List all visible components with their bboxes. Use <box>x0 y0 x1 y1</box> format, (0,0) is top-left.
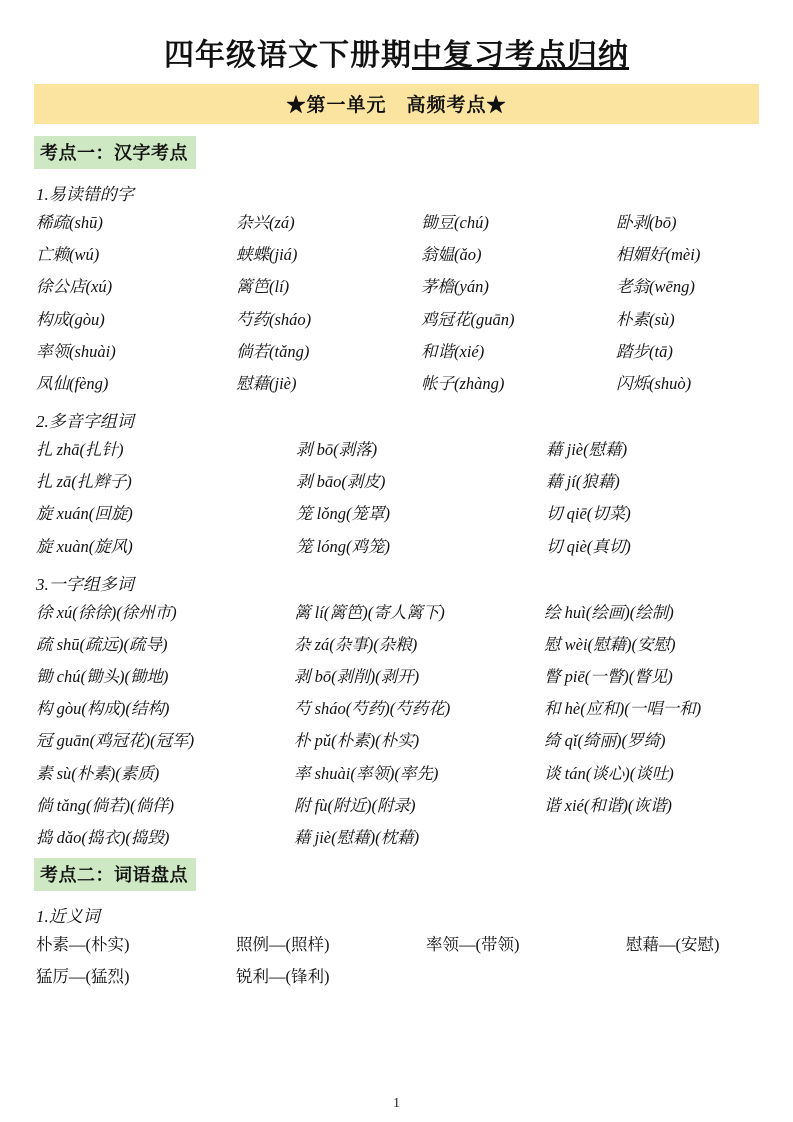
word-item: 剥 bāo(剥皮) <box>296 472 386 492</box>
word-item: 杂兴(zá) <box>236 213 295 232</box>
word-grid-polyphone <box>36 434 759 563</box>
word-grid-easy-misread <box>36 207 759 400</box>
word-item: 慰藉(jiè) <box>236 373 297 393</box>
word-item: 篱笆(lí) <box>236 277 290 297</box>
word-item: 冠 guān(鸡冠花)(冠军) <box>36 731 195 751</box>
section-heading: 考点一：汉字考点 <box>34 136 196 169</box>
word-item: 朴 pǔ(朴素)(朴实) <box>294 731 420 751</box>
word-item: 徐 xú(徐徐)(徐州市) <box>36 602 177 622</box>
word-item: 慰藉—(安慰) <box>626 935 720 955</box>
word-item: 藉 jí(狼藉) <box>546 472 620 492</box>
word-item: 构 gòu(构成)(结构) <box>36 699 170 719</box>
word-item: 谐 xié(和谐)(诙谐) <box>544 795 672 815</box>
word-item: 切 qiè(真切) <box>546 536 631 556</box>
page-number: 1 <box>393 1096 400 1111</box>
unit-banner: ★第一单元 高频考点★ <box>34 84 759 124</box>
word-item: 朴素(sù) <box>616 309 675 329</box>
word-item: 凤仙(fèng) <box>36 373 109 393</box>
word-item: 素 sù(朴素)(素质) <box>36 763 160 783</box>
word-grid-synonyms <box>36 929 759 993</box>
word-item: 蛱蝶(jiá) <box>236 245 298 265</box>
word-item: 藉 jiè(慰藉)(枕藉) <box>294 827 420 847</box>
word-item: 茅檐(yán) <box>421 277 489 297</box>
word-item: 捣 dǎo(捣衣)(捣毁) <box>36 827 170 847</box>
word-item: 芍药(sháo) <box>236 309 312 329</box>
word-item: 帐子(zhàng) <box>421 373 505 393</box>
word-item: 亡赖(wú) <box>36 245 100 265</box>
word-item: 率领(shuài) <box>36 341 116 361</box>
subsection-label: 1.近义词 <box>36 907 100 927</box>
word-item: 慰 wèi(慰藉)(安慰) <box>544 634 676 654</box>
word-item: 卧剥(bō) <box>616 213 677 232</box>
word-item: 剥 bō(剥削)(剥开) <box>294 667 420 687</box>
word-item: 和谐(xié) <box>421 341 485 361</box>
word-item <box>544 822 774 854</box>
word-item: 附 fù(附近)(附录) <box>294 795 416 815</box>
page-title <box>34 30 759 74</box>
word-item: 笼 lǒng(笼罩) <box>296 504 390 524</box>
word-item: 猛厉—(猛烈) <box>36 967 130 987</box>
word-item: 稀疏(shū) <box>36 213 103 232</box>
word-item: 锐利—(锋利) <box>236 967 330 987</box>
word-item: 照例—(照样) <box>236 935 330 955</box>
page-title-plain: 四年级语文下册期 <box>164 39 412 72</box>
subsection-label: 3.一字组多词 <box>36 574 134 594</box>
word-item: 旋 xuàn(旋风) <box>36 536 133 556</box>
word-item: 相媚好(mèi) <box>616 245 701 265</box>
word-item: 朴素—(朴实) <box>36 935 130 955</box>
word-item: 瞥 piē(一瞥)(瞥见) <box>544 667 673 687</box>
word-grid-multi-words <box>36 597 759 854</box>
word-item <box>626 961 793 993</box>
word-item: 剥 bō(剥落) <box>296 440 378 460</box>
section-kaodian-1 <box>34 132 759 854</box>
word-item: 和 hè(应和)(一唱一和) <box>544 699 702 719</box>
word-item: 藉 jiè(慰藉) <box>546 440 628 460</box>
page-title-underlined: 中复习考点归纳 <box>412 39 629 72</box>
section-kaodian-2 <box>34 854 759 993</box>
word-item: 谈 tán(谈心)(谈吐) <box>544 763 674 783</box>
subsection-label: 1.易读错的字 <box>36 185 134 204</box>
word-item: 杂 zá(杂事)(杂粮) <box>294 634 418 654</box>
word-item: 扎 zā(扎辫子) <box>36 472 132 492</box>
word-item: 倘 tǎng(倘若)(倘佯) <box>36 795 174 815</box>
word-item: 切 qiē(切菜) <box>546 504 631 524</box>
word-item: 扎 zhā(扎针) <box>36 440 124 460</box>
word-item: 踏步(tā) <box>616 341 673 361</box>
word-item: 闪烁(shuò) <box>616 373 692 393</box>
word-item: 鸡冠花(guān) <box>421 309 515 329</box>
word-item: 篱 lí(篱笆)(寄人篱下) <box>294 602 445 622</box>
word-item: 绮 qǐ(绮丽)(罗绮) <box>544 731 666 751</box>
word-item: 构成(gòu) <box>36 309 105 329</box>
section-heading: 考点二：词语盘点 <box>34 858 196 891</box>
word-item: 疏 shū(疏远)(疏导) <box>36 634 168 654</box>
subsection-label: 2.多音字组词 <box>36 412 134 432</box>
word-item: 老翁(wēng) <box>616 277 695 297</box>
word-item: 锄 chú(锄头)(锄地) <box>36 667 169 687</box>
word-item: 倘若(tǎng) <box>236 341 310 361</box>
word-item: 锄豆(chú) <box>421 213 489 232</box>
word-item: 徐公店(xú) <box>36 277 113 297</box>
word-item: 绘 huì(绘画)(绘制) <box>544 602 674 622</box>
word-item: 率领—(带领) <box>426 935 520 955</box>
word-item: 旋 xuán(回旋) <box>36 504 133 524</box>
word-item <box>426 961 626 993</box>
word-item: 芍 sháo(芍药)(芍药花) <box>294 699 451 719</box>
word-item: 翁媪(ǎo) <box>421 245 482 265</box>
word-item: 率 shuài(率领)(率先) <box>294 763 439 783</box>
word-item: 笼 lóng(鸡笼) <box>296 536 390 556</box>
